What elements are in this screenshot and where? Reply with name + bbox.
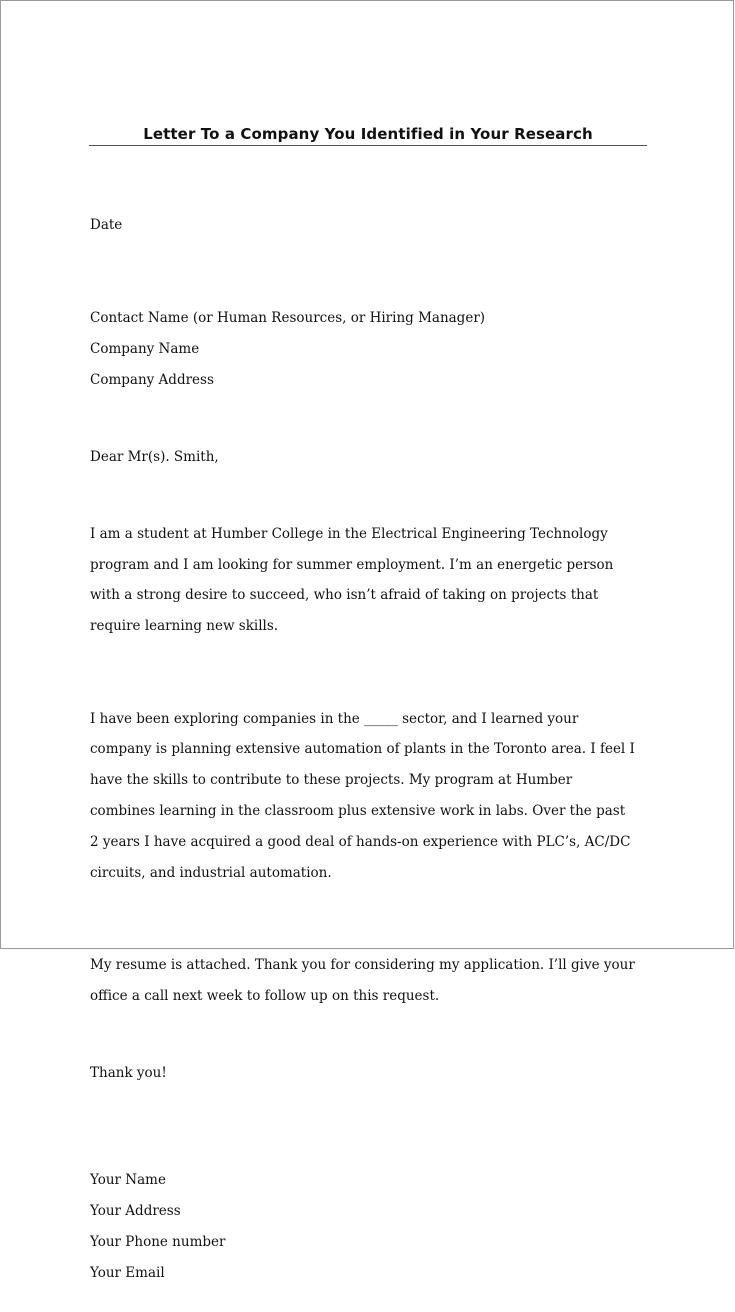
salutation: Dear Mr(s). Smith, bbox=[90, 448, 219, 465]
paragraph-line: require learning new skills. bbox=[90, 618, 279, 635]
paragraph-line: company is planning extensive automation of plants in the Toronto area. I feel I bbox=[90, 741, 635, 758]
paragraph-experience bbox=[90, 696, 670, 896]
signature-block bbox=[90, 1158, 670, 1297]
paragraph-line: I have been exploring companies in the _____ sector, and I learned your bbox=[90, 710, 579, 727]
paragraph-line: My resume is attached. Thank you for considering my application. I’ll give your bbox=[90, 957, 635, 974]
paragraph-line: combines learning in the classroom plus extensive work in labs. Over the past bbox=[90, 802, 626, 819]
paragraph-line: have the skills to contribute to these projects. My program at Humber bbox=[90, 772, 573, 789]
signature-address: Your Address bbox=[90, 1203, 181, 1220]
paragraph-line: program and I am looking for summer employment. I’m an energetic person bbox=[90, 556, 614, 573]
title-underline bbox=[89, 145, 647, 146]
date-line: Date bbox=[90, 217, 123, 234]
recipient-company-address: Company Address bbox=[90, 371, 214, 388]
signature-phone: Your Phone number bbox=[90, 1234, 226, 1251]
paragraph-closing bbox=[90, 943, 670, 1020]
paragraph-line: with a strong desire to succeed, who isn’t afraid of taking on projects that bbox=[90, 587, 599, 604]
recipient-block bbox=[90, 296, 670, 404]
recipient-company-name: Company Name bbox=[90, 340, 200, 357]
paragraph-line: office a call next week to follow up on this request. bbox=[90, 987, 440, 1004]
signature-name: Your Name bbox=[90, 1172, 166, 1189]
document-title: Letter To a Company You Identified in Your Research bbox=[143, 125, 593, 143]
closing-line: Thank you! bbox=[90, 1064, 167, 1081]
paragraph-line: 2 years I have acquired a good deal of hands-on experience with PLC’s, AC/DC bbox=[90, 833, 631, 850]
paragraph-line: circuits, and industrial automation. bbox=[90, 864, 332, 881]
paragraph-intro bbox=[90, 511, 670, 650]
letter-body bbox=[90, 203, 670, 1312]
signature-email: Your Email bbox=[90, 1264, 165, 1281]
recipient-contact-name: Contact Name (or Human Resources, or Hiring Manager) bbox=[90, 310, 486, 327]
paragraph-line: I am a student at Humber College in the Electrical Engineering Technology bbox=[90, 525, 608, 542]
